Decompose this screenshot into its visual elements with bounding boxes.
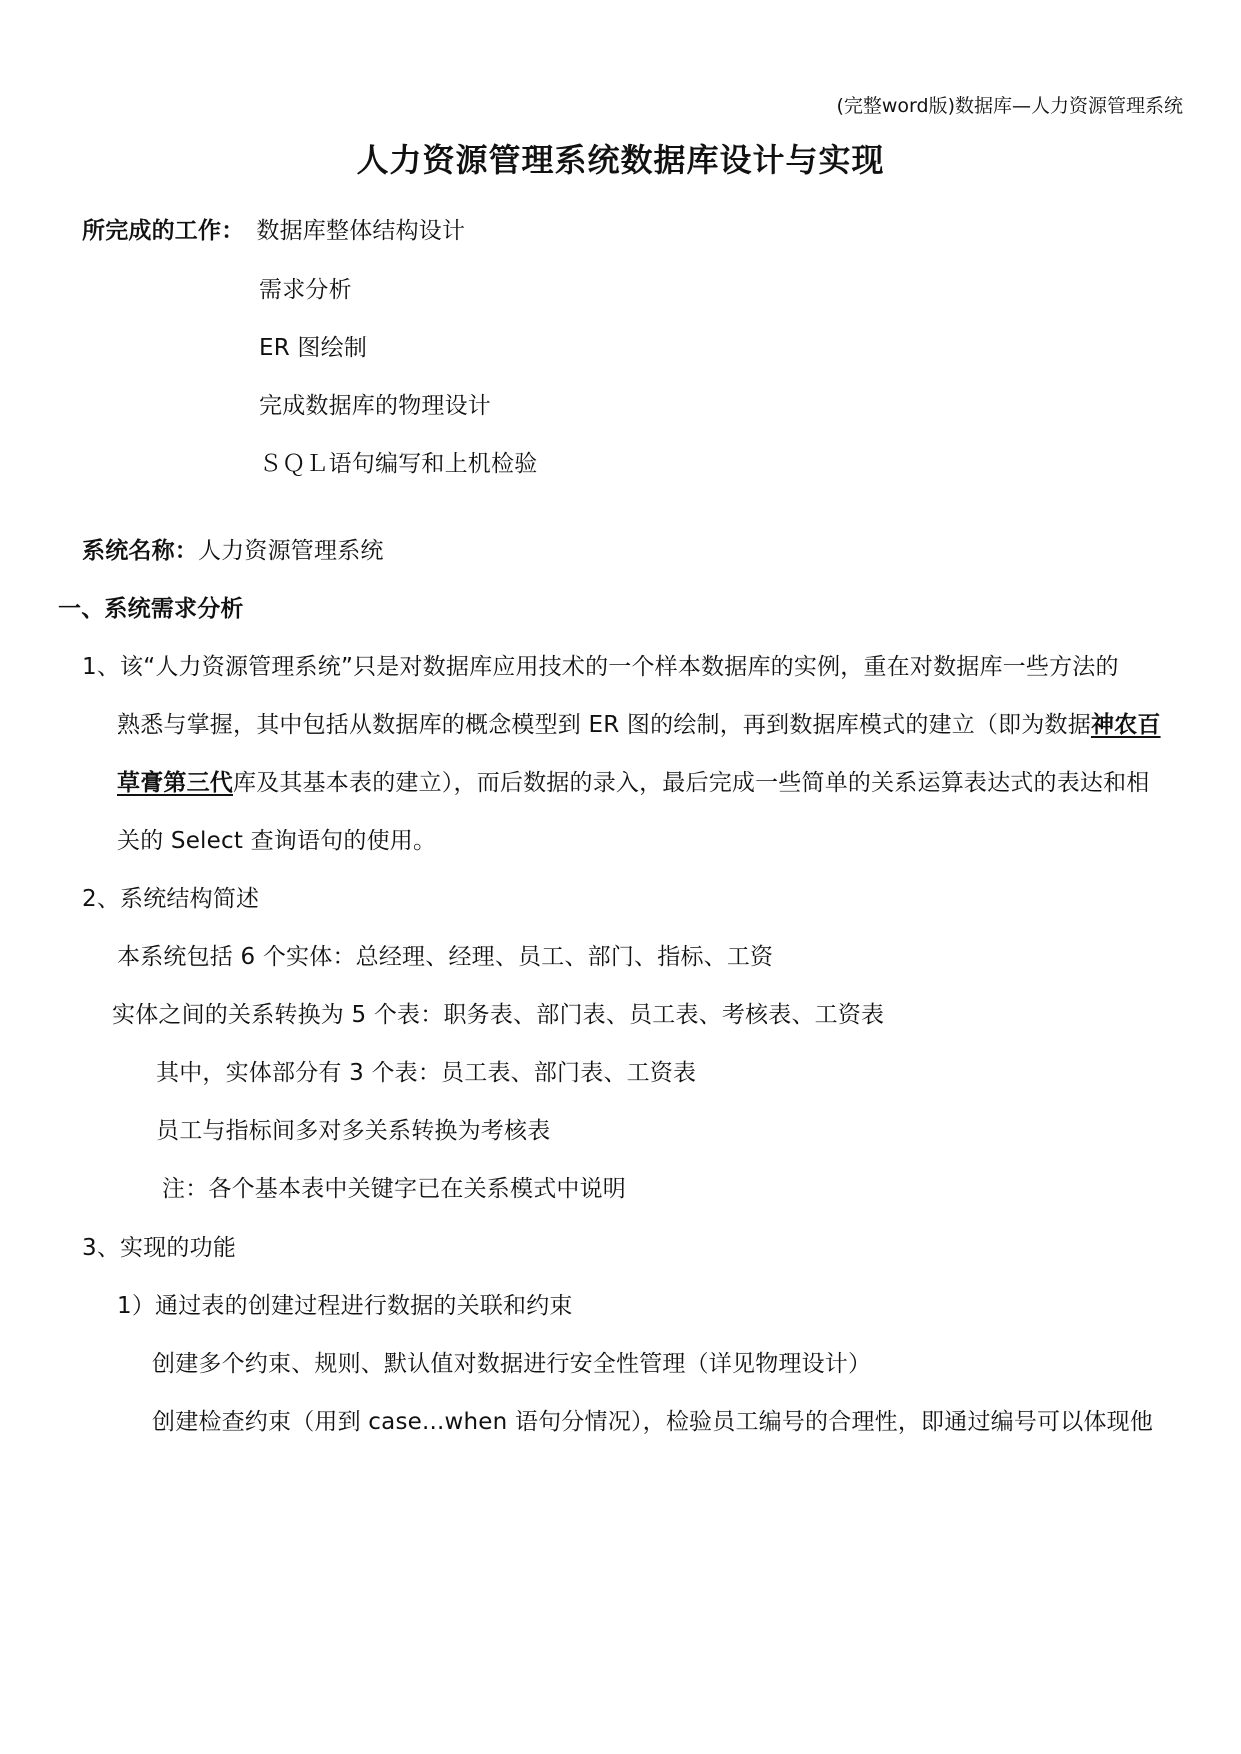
paragraph-1-line-2-text: 熟悉与掌握，其中包括从数据库的概念模型到 ER 图的绘制，再到数据库模式的建立（即为数据 [117,712,1091,738]
paragraph-1-line-2 [117,710,1161,740]
item-2-line-2: 实体之间的关系转换为 5 个表：职务表、部门表、员工表、考核表、工资表 [112,1002,885,1028]
work-label: 所完成的工作： [82,218,245,244]
underlined-phrase-part-1: 神农百 [1090,712,1161,738]
work-item-3: ER 图绘制 [259,335,368,361]
work-item-2: 需求分析 [259,277,352,303]
item-3-line-1: 创建多个约束、规则、默认值对数据进行安全性管理（详见物理设计） [152,1351,872,1377]
item-2-line-3: 其中，实体部分有 3 个表：员工表、部门表、工资表 [156,1060,697,1086]
work-item-4: 完成数据库的物理设计 [259,393,491,419]
paragraph-1-line-1: 1、该“人力资源管理系统”只是对数据库应用技术的一个样本数据库的实例，重在对数据库一些方法的 [82,654,1119,680]
system-name-label: 系统名称： [82,538,198,564]
paragraph-1-line-3 [117,768,1150,798]
section-heading: 一、系统需求分析 [58,596,244,622]
item-2-line-1: 本系统包括 6 个实体：总经理、经理、员工、部门、指标、工资 [117,944,774,970]
work-label-line [82,216,465,246]
item-2-heading: 2、系统结构简述 [82,886,260,912]
item-3-line-2: 创建检查约束（用到 case...when 语句分情况），检验员工编号的合理性，即通过编号可以体现他 [152,1409,1154,1435]
work-item-1: 数据库整体结构设计 [256,218,466,244]
paragraph-1-line-3-text: 库及其基本表的建立），而后数据的录入，最后完成一些简单的关系运算表达式的表达和相 [233,770,1150,796]
document-title: 人力资源管理系统数据库设计与实现 [356,141,885,179]
running-header: (完整word版)数据库—人力资源管理系统 [836,95,1183,117]
item-3-heading: 3、实现的功能 [82,1235,237,1261]
system-name-line [82,536,384,566]
system-name-value: 人力资源管理系统 [198,538,384,564]
paragraph-1-line-4: 关的 Select 查询语句的使用。 [117,828,437,854]
work-item-5: ＳＱＬ语句编写和上机检验 [259,451,538,477]
item-2-note: 注：各个基本表中关键字已在关系模式中说明 [162,1176,626,1202]
item-2-line-4: 员工与指标间多对多关系转换为考核表 [156,1118,551,1144]
underlined-phrase-part-2: 草膏第三代 [117,770,233,796]
item-3-subheading: 1）通过表的创建过程进行数据的关联和约束 [117,1293,573,1319]
